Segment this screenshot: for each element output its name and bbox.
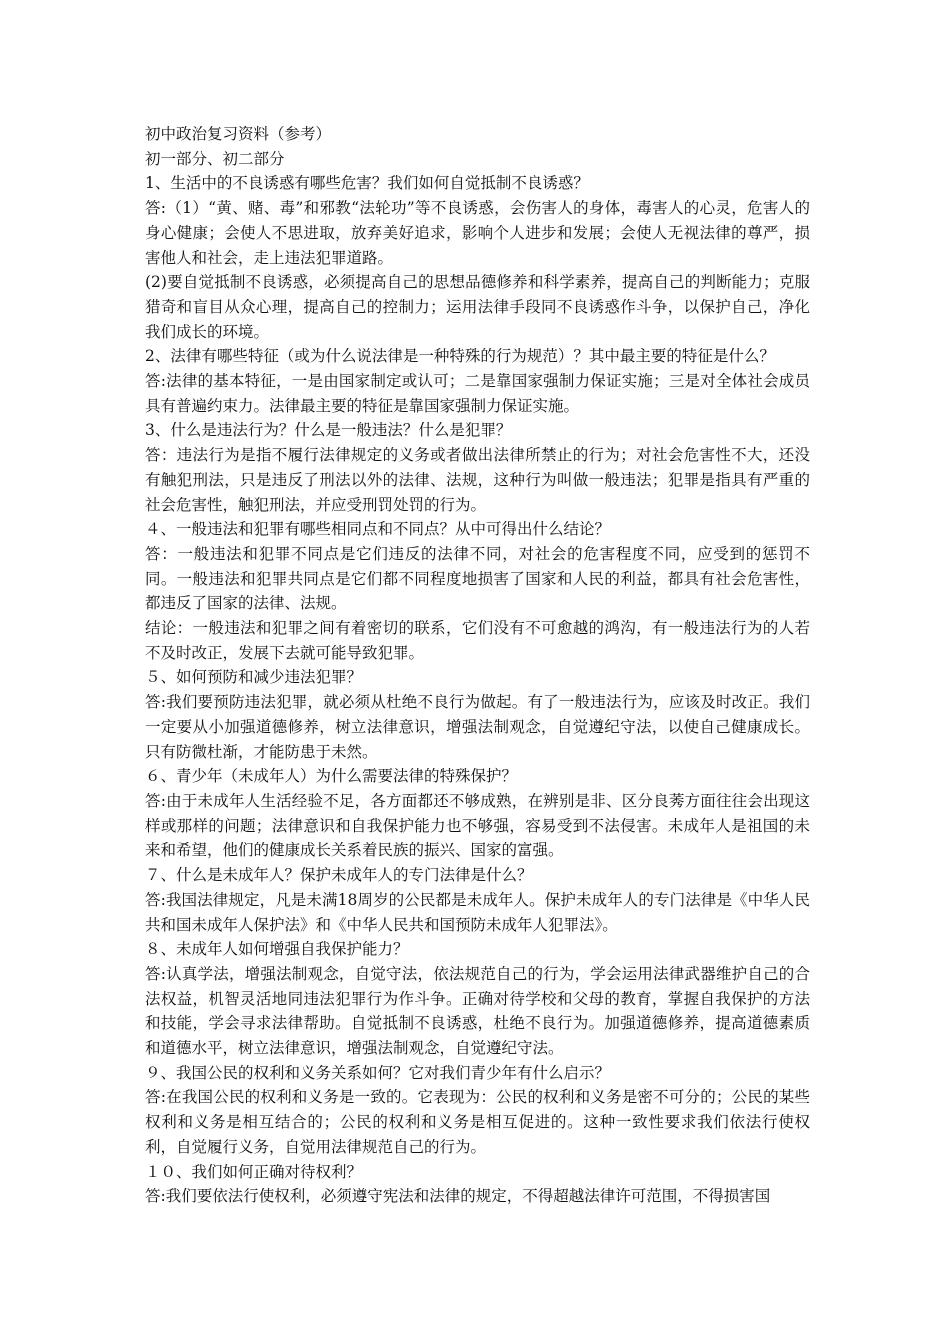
answer-8: 答:认真学法，增强法制观念，自觉守法，依法规范自己的行为，学会运用法律武器维护自己的合法权益，机智灵活地同违法犯罪行为作斗争。正确对待学校和父母的教育，掌握自我保护的方法和技能，学会寻求法律帮助。自觉抵制不良诱惑，杜绝不良行为。加强道德修养，提高道德素质和道德水平，树立法律意识，增强法制观念，自觉遵纪守法。 [145, 964, 810, 1058]
question-2: 2、法律有哪些特征（或为什么说法律是一种特殊的行为规范）？其中最主要的特征是什么？ [145, 347, 775, 366]
answer-1-part-1: 答:（1）“黄、赌、毒”和邪教“法轮功”等不良诱惑，会伤害人的身体，毒害人的心灵，危害人的身心健康；会使人不思进取，放弃美好追求，影响个人进步和发展；会使人无视法律的尊严，损害他人和社会，走上违法犯罪道路。 [145, 199, 810, 267]
answer-9: 答:在我国公民的权利和义务是一致的。它表现为：公民的权利和义务是密不可分的；公民的某些权利和义务是相互结合的；公民的权利和义务是相互促进的。这种一致性要求我们依法行使权利，自觉履行义务，自觉用法律规范自己的行为。 [145, 1088, 810, 1156]
answer-4: 答：一般违法和犯罪不同点是它们违反的法律不同，对社会的危害程度不同，应受到的惩罚不同。一般违法和犯罪共同点是它们都不同程度地损害了国家和人民的利益，都具有社会危害性，都违反了国家的法律、法规。 [145, 544, 810, 613]
question-6: ６、青少年（未成年人）为什么需要法律的特殊保护？ [145, 767, 518, 786]
answer-6: 答:由于未成年人生活经验不足，各方面都还不够成熟，在辨别是非、区分良莠方面往往会出现这样或那样的问题；法律意识和自我保护能力也不够强，容易受到不法侵害。未成年人是祖国的未来和希望，他们的健康成长关系着民族的振兴、国家的富强。 [145, 791, 810, 860]
question-9: ９、我国公民的权利和义务关系如何？它对我们青少年有什么启示？ [145, 1063, 611, 1082]
document-body [145, 122, 810, 1209]
question-8: ８、未成年人如何增强自我保护能力？ [145, 940, 409, 959]
section-subtitle: 初一部分、初二部分 [145, 149, 285, 168]
answer-1-part-2: (2)要自觉抵制不良诱惑，必须提高自己的思想品德修养和科学素养，提高自己的判断能力；克服猎奇和盲目从众心理，提高自己的控制力；运用法律手段同不良诱惑作斗争，以保护自己，净化我们成长的环境。 [145, 273, 810, 341]
question-10: １０、我们如何正确对待权利？ [145, 1162, 363, 1181]
question-7: ７、什么是未成年人？保护未成年人的专门法律是什么？ [145, 866, 533, 885]
answer-10: 答:我们要依法行使权利，必须遵守宪法和法律的规定，不得超越法律许可范围，不得损害国 [145, 1187, 771, 1206]
conclusion-4: 结论：一般违法和犯罪之间有着密切的联系，它们没有不可愈越的鸿沟，有一般违法行为的人若不及时改正，发展下去就可能导致犯罪。 [145, 619, 810, 662]
answer-7: 答:我国法律规定，凡是未满18周岁的公民都是未成年人。保护未成年人的专门法律是《中华人民共和国未成年人保护法》和《中华人民共和国预防未成年人犯罪法》。 [145, 890, 810, 934]
answer-3: 答：违法行为是指不履行法律规定的义务或者做出法律所禁止的行为；对社会危害性不大，还没有触犯刑法，只是违反了刑法以外的法律、法规，这种行为叫做一般违法；犯罪是指具有严重的社会危害性，触犯刑法，并应受刑罚处罚的行为。 [145, 446, 810, 514]
question-5: ５、如何预防和减少违法犯罪？ [145, 668, 363, 687]
document-title: 初中政治复习资料（参考） [145, 125, 332, 143]
question-1: 1、生活中的不良诱惑有哪些危害？我们如何自觉抵制不良诱惑？ [145, 174, 589, 193]
question-3: 3、什么是违法行为？什么是一般违法？什么是犯罪？ [145, 421, 512, 440]
question-4: ４、一般违法和犯罪有哪些相同点和不同点？从中可得出什么结论？ [145, 520, 611, 539]
answer-5: 答:我们要预防违法犯罪，就必须从杜绝不良行为做起。有了一般违法行为，应该及时改正。我们一定要从小加强道德修养，树立法律意识，增强法制观念，自觉遵纪守法，以使自己健康成长。只有防微杜渐，才能防患于未然。 [145, 693, 810, 761]
answer-2: 答:法律的基本特征，一是由国家制定或认可；二是靠国家强制力保证实施；三是对全体社会成员具有普遍约束力。法律最主要的特征是靠国家强制力保证实施。 [145, 372, 810, 415]
